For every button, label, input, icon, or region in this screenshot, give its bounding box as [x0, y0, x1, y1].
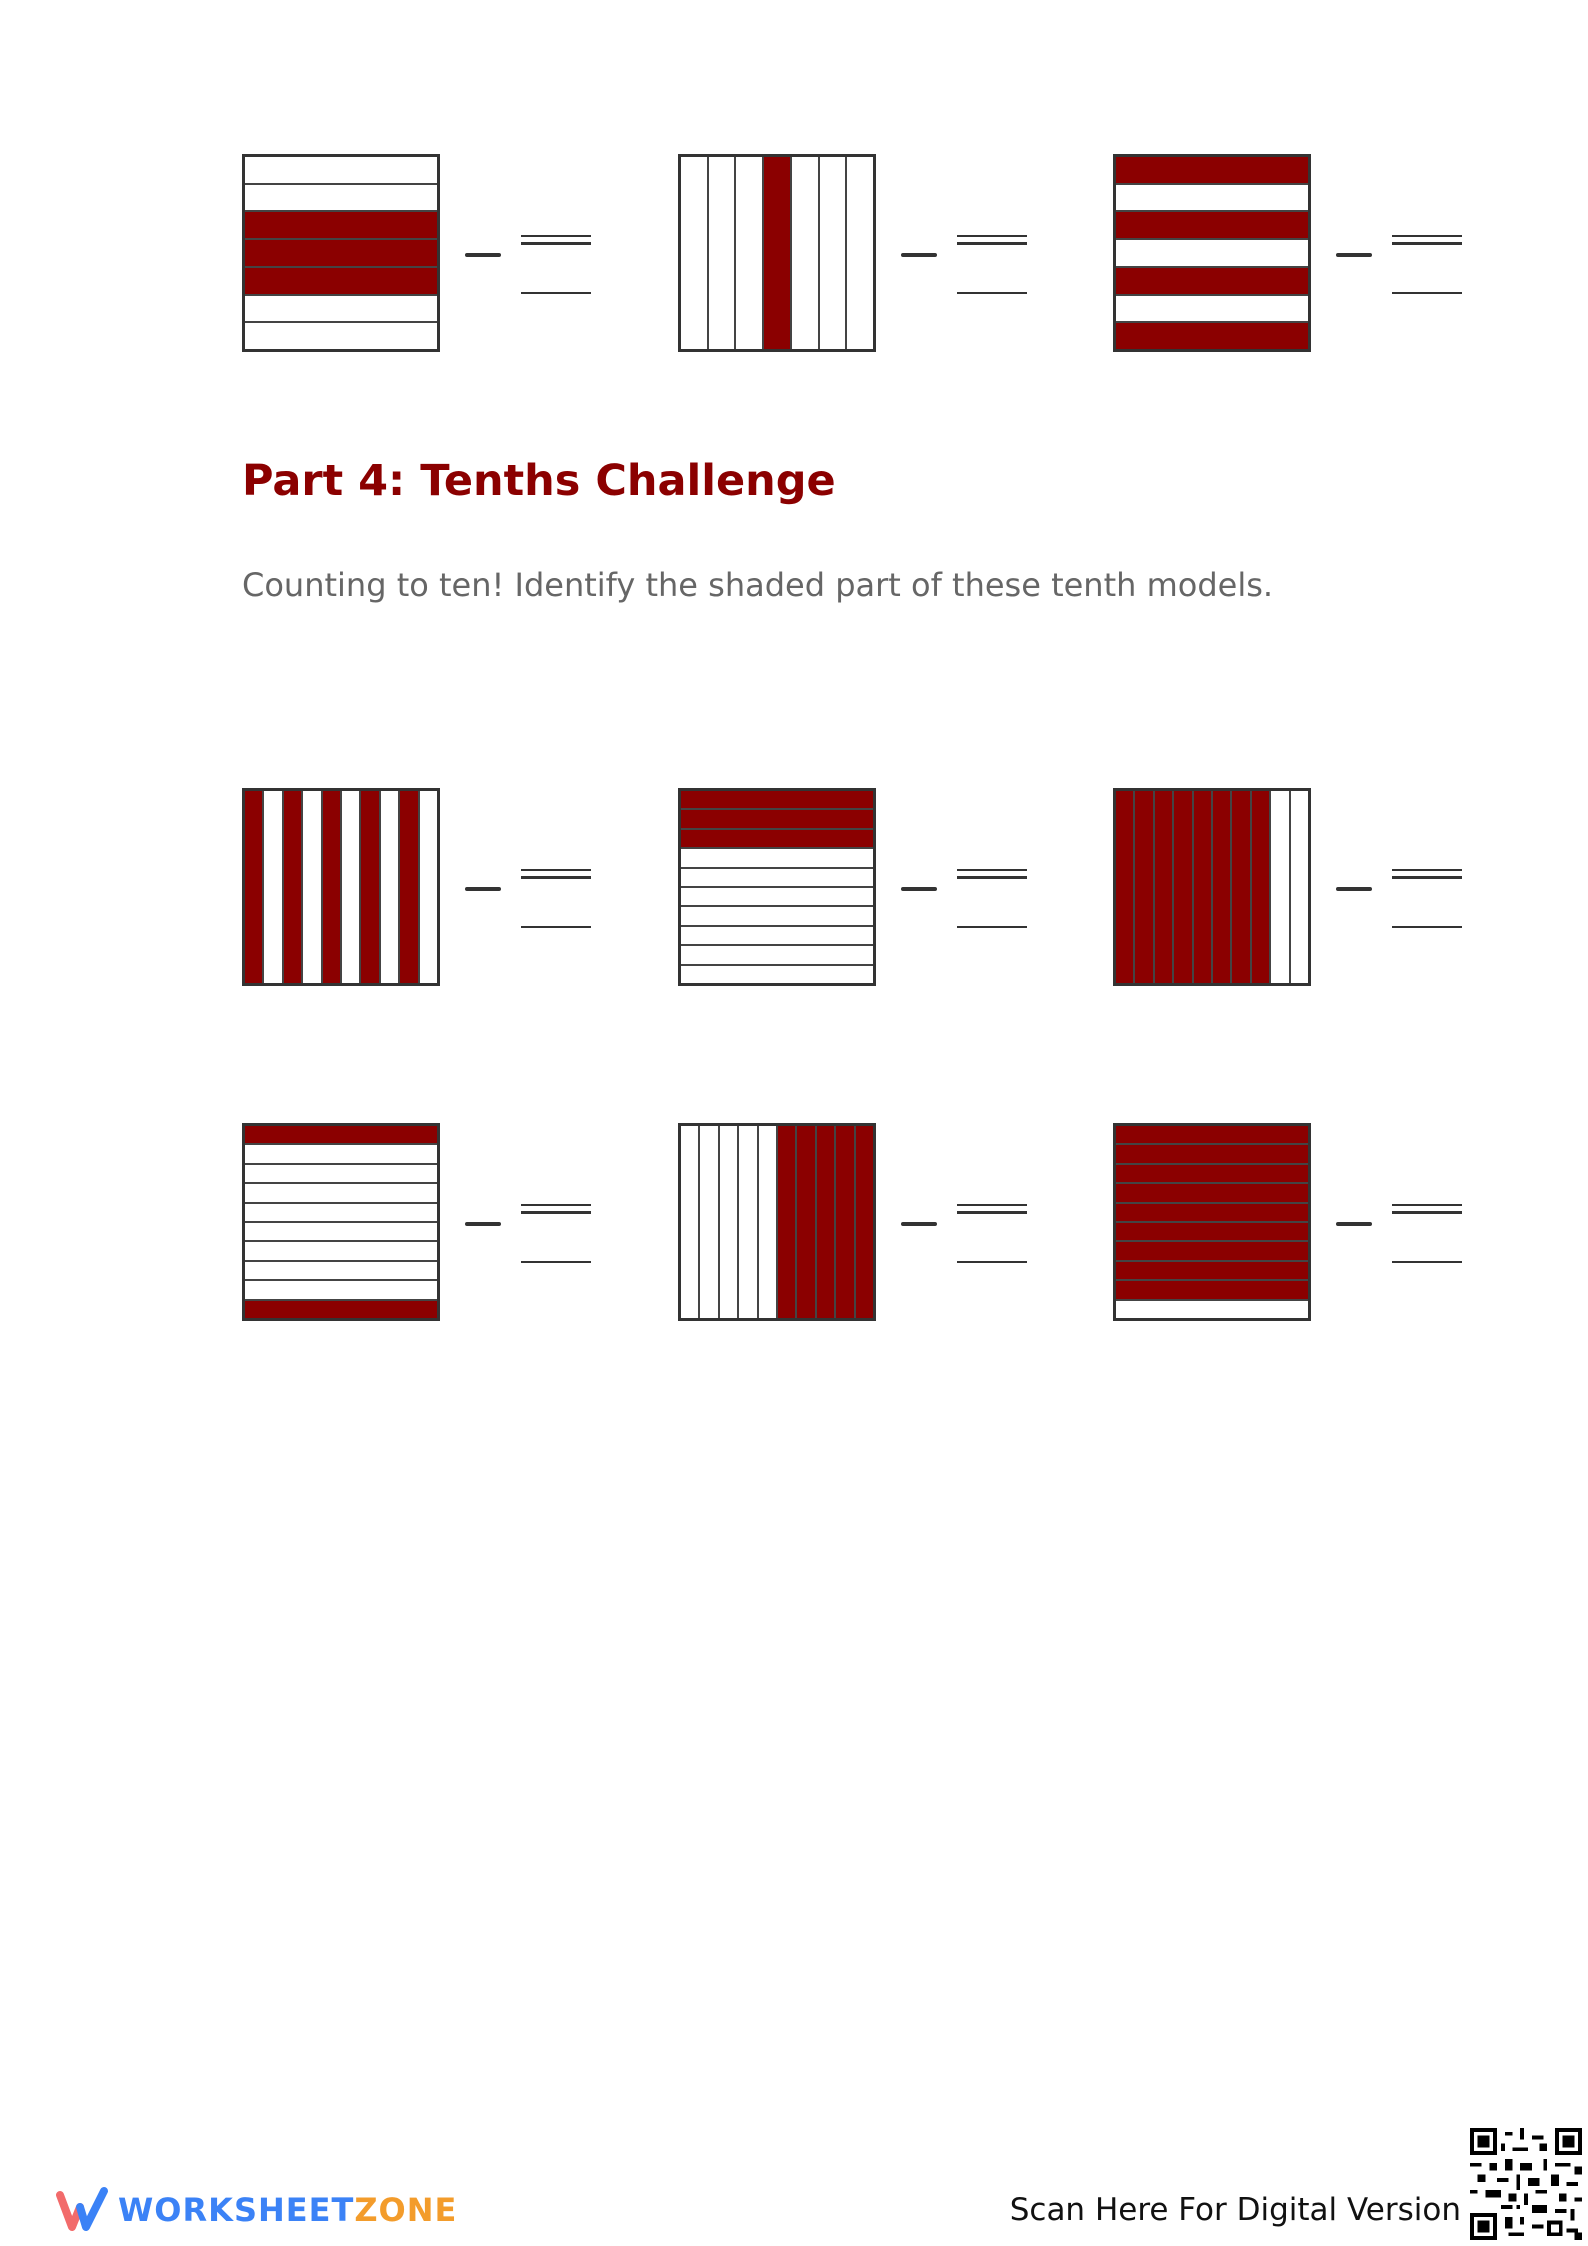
- shaded-part: [1116, 1163, 1308, 1182]
- shaded-part: [321, 791, 340, 983]
- shaded-part: [1250, 791, 1269, 983]
- numerator-line: [957, 235, 1027, 237]
- shaded-part: [1116, 1260, 1308, 1279]
- shaded-part: [681, 808, 873, 827]
- shaded-part: [245, 238, 437, 266]
- shaded-part: [1230, 791, 1249, 983]
- denominator-line: [521, 1261, 591, 1263]
- denominator-line: [1392, 1261, 1462, 1263]
- answer-blank-6[interactable]: [1336, 1191, 1486, 1271]
- unshaded-part: [818, 157, 846, 349]
- shaded-part: [1192, 791, 1211, 983]
- shaded-part: [1116, 1240, 1308, 1259]
- equals-dash: [465, 887, 501, 891]
- shaded-part: [1153, 791, 1172, 983]
- unshaded-part: [1289, 791, 1308, 983]
- shaded-part: [681, 791, 873, 808]
- numerator-line: [1392, 235, 1462, 237]
- equals-dash: [465, 1222, 501, 1226]
- shaded-part: [795, 1126, 814, 1318]
- denominator-line: [1392, 292, 1462, 294]
- unshaded-part: [245, 1260, 437, 1279]
- shaded-part: [1116, 1279, 1308, 1298]
- unshaded-part: [245, 1202, 437, 1221]
- numerator-line: [1392, 1204, 1462, 1206]
- fraction-model-top-3: [1113, 154, 1311, 352]
- tenths-model-1: [242, 788, 440, 986]
- unshaded-part: [1116, 294, 1308, 322]
- shaded-part: [1116, 791, 1133, 983]
- unshaded-part: [245, 1163, 437, 1182]
- shaded-part: [1116, 1143, 1308, 1162]
- answer-blank-4[interactable]: [465, 1191, 615, 1271]
- shaded-part: [245, 210, 437, 238]
- unshaded-part: [245, 157, 437, 183]
- unshaded-part: [707, 157, 735, 349]
- answer-blank-1[interactable]: [465, 856, 615, 936]
- section-instruction: Counting to ten! Identify the shaded part of these tenth models.: [242, 566, 1274, 604]
- denominator-line: [957, 1261, 1027, 1263]
- denominator-line: [957, 926, 1027, 928]
- numerator-line: [1392, 869, 1462, 871]
- answer-blank-3[interactable]: [1336, 856, 1486, 936]
- equals-dash: [1336, 1222, 1372, 1226]
- unshaded-part: [245, 183, 437, 211]
- unshaded-part: [681, 1126, 698, 1318]
- denominator-line: [521, 926, 591, 928]
- unshaded-part: [418, 791, 437, 983]
- denominator-line: [1392, 926, 1462, 928]
- unshaded-part: [245, 1221, 437, 1240]
- unshaded-part: [245, 1182, 437, 1201]
- numerator-line: [957, 869, 1027, 871]
- fraction-model-top-1: [242, 154, 440, 352]
- shaded-part: [1211, 791, 1230, 983]
- equals-dash: [901, 887, 937, 891]
- unshaded-part: [737, 1126, 756, 1318]
- shaded-part: [245, 1126, 437, 1143]
- shaded-part: [762, 157, 790, 349]
- worksheetzone-logo[interactable]: [56, 2180, 457, 2240]
- shaded-part: [1133, 791, 1152, 983]
- unshaded-part: [790, 157, 818, 349]
- unshaded-part: [262, 791, 281, 983]
- unshaded-part: [1116, 183, 1308, 211]
- logo-wordmark: WORKSHEETZONE: [118, 2191, 458, 2229]
- answer-blank-5[interactable]: [901, 1191, 1051, 1271]
- unshaded-part: [734, 157, 762, 349]
- equals-dash: [1336, 253, 1372, 257]
- denominator-line: [957, 292, 1027, 294]
- shaded-part: [245, 1299, 437, 1318]
- shaded-part: [1116, 266, 1308, 294]
- tenths-model-2: [678, 788, 876, 986]
- shaded-part: [245, 791, 262, 983]
- fraction-bar: [1392, 876, 1462, 879]
- tenths-model-5: [678, 1123, 876, 1321]
- unshaded-part: [379, 791, 398, 983]
- unshaded-part: [757, 1126, 776, 1318]
- scan-instruction: Scan Here For Digital Version: [1009, 2192, 1461, 2228]
- unshaded-part: [245, 1143, 437, 1162]
- shaded-part: [398, 791, 417, 983]
- unshaded-part: [681, 867, 873, 886]
- unshaded-part: [681, 964, 873, 983]
- shaded-part: [1116, 1221, 1308, 1240]
- shaded-part: [834, 1126, 853, 1318]
- unshaded-part: [681, 157, 707, 349]
- fraction-bar: [957, 1211, 1027, 1214]
- unshaded-part: [681, 886, 873, 905]
- denominator-line: [521, 292, 591, 294]
- shaded-part: [1172, 791, 1191, 983]
- equals-dash: [901, 1222, 937, 1226]
- shaded-part: [1116, 1126, 1308, 1143]
- shaded-part: [1116, 321, 1308, 349]
- shaded-part: [282, 791, 301, 983]
- shaded-part: [854, 1126, 873, 1318]
- worksheetzone-logo-icon: [56, 2183, 110, 2237]
- equals-dash: [901, 253, 937, 257]
- numerator-line: [957, 1204, 1027, 1206]
- shaded-part: [1116, 210, 1308, 238]
- unshaded-part: [681, 944, 873, 963]
- unshaded-part: [718, 1126, 737, 1318]
- section-title: Part 4: Tenths Challenge: [242, 456, 836, 506]
- shaded-part: [1116, 157, 1308, 183]
- shaded-part: [815, 1126, 834, 1318]
- unshaded-part: [845, 157, 873, 349]
- answer-blank-top-1[interactable]: [465, 222, 615, 302]
- shaded-part: [776, 1126, 795, 1318]
- unshaded-part: [1269, 791, 1288, 983]
- unshaded-part: [245, 1240, 437, 1259]
- tenths-model-4: [242, 1123, 440, 1321]
- shaded-part: [681, 828, 873, 847]
- shaded-part: [245, 266, 437, 294]
- unshaded-part: [245, 321, 437, 349]
- answer-blank-top-3[interactable]: [1336, 222, 1486, 302]
- answer-blank-top-2[interactable]: [901, 222, 1051, 302]
- numerator-line: [521, 1204, 591, 1206]
- unshaded-part: [1116, 238, 1308, 266]
- shaded-part: [359, 791, 378, 983]
- unshaded-part: [698, 1126, 717, 1318]
- unshaded-part: [681, 847, 873, 866]
- equals-dash: [465, 253, 501, 257]
- fraction-bar: [957, 242, 1027, 245]
- qr-code-icon[interactable]: [1470, 2128, 1582, 2240]
- fraction-bar: [521, 242, 591, 245]
- fraction-bar: [521, 876, 591, 879]
- fraction-bar: [1392, 242, 1462, 245]
- unshaded-part: [245, 294, 437, 322]
- shaded-part: [1116, 1182, 1308, 1201]
- numerator-line: [521, 869, 591, 871]
- unshaded-part: [340, 791, 359, 983]
- tenths-model-3: [1113, 788, 1311, 986]
- answer-blank-2[interactable]: [901, 856, 1051, 936]
- equals-dash: [1336, 887, 1372, 891]
- unshaded-part: [681, 925, 873, 944]
- shaded-part: [1116, 1202, 1308, 1221]
- tenths-model-6: [1113, 1123, 1311, 1321]
- unshaded-part: [1116, 1299, 1308, 1318]
- unshaded-part: [301, 791, 320, 983]
- fraction-bar: [957, 876, 1027, 879]
- numerator-line: [521, 235, 591, 237]
- unshaded-part: [681, 905, 873, 924]
- fraction-bar: [1392, 1211, 1462, 1214]
- fraction-bar: [521, 1211, 591, 1214]
- fraction-model-top-2: [678, 154, 876, 352]
- unshaded-part: [245, 1279, 437, 1298]
